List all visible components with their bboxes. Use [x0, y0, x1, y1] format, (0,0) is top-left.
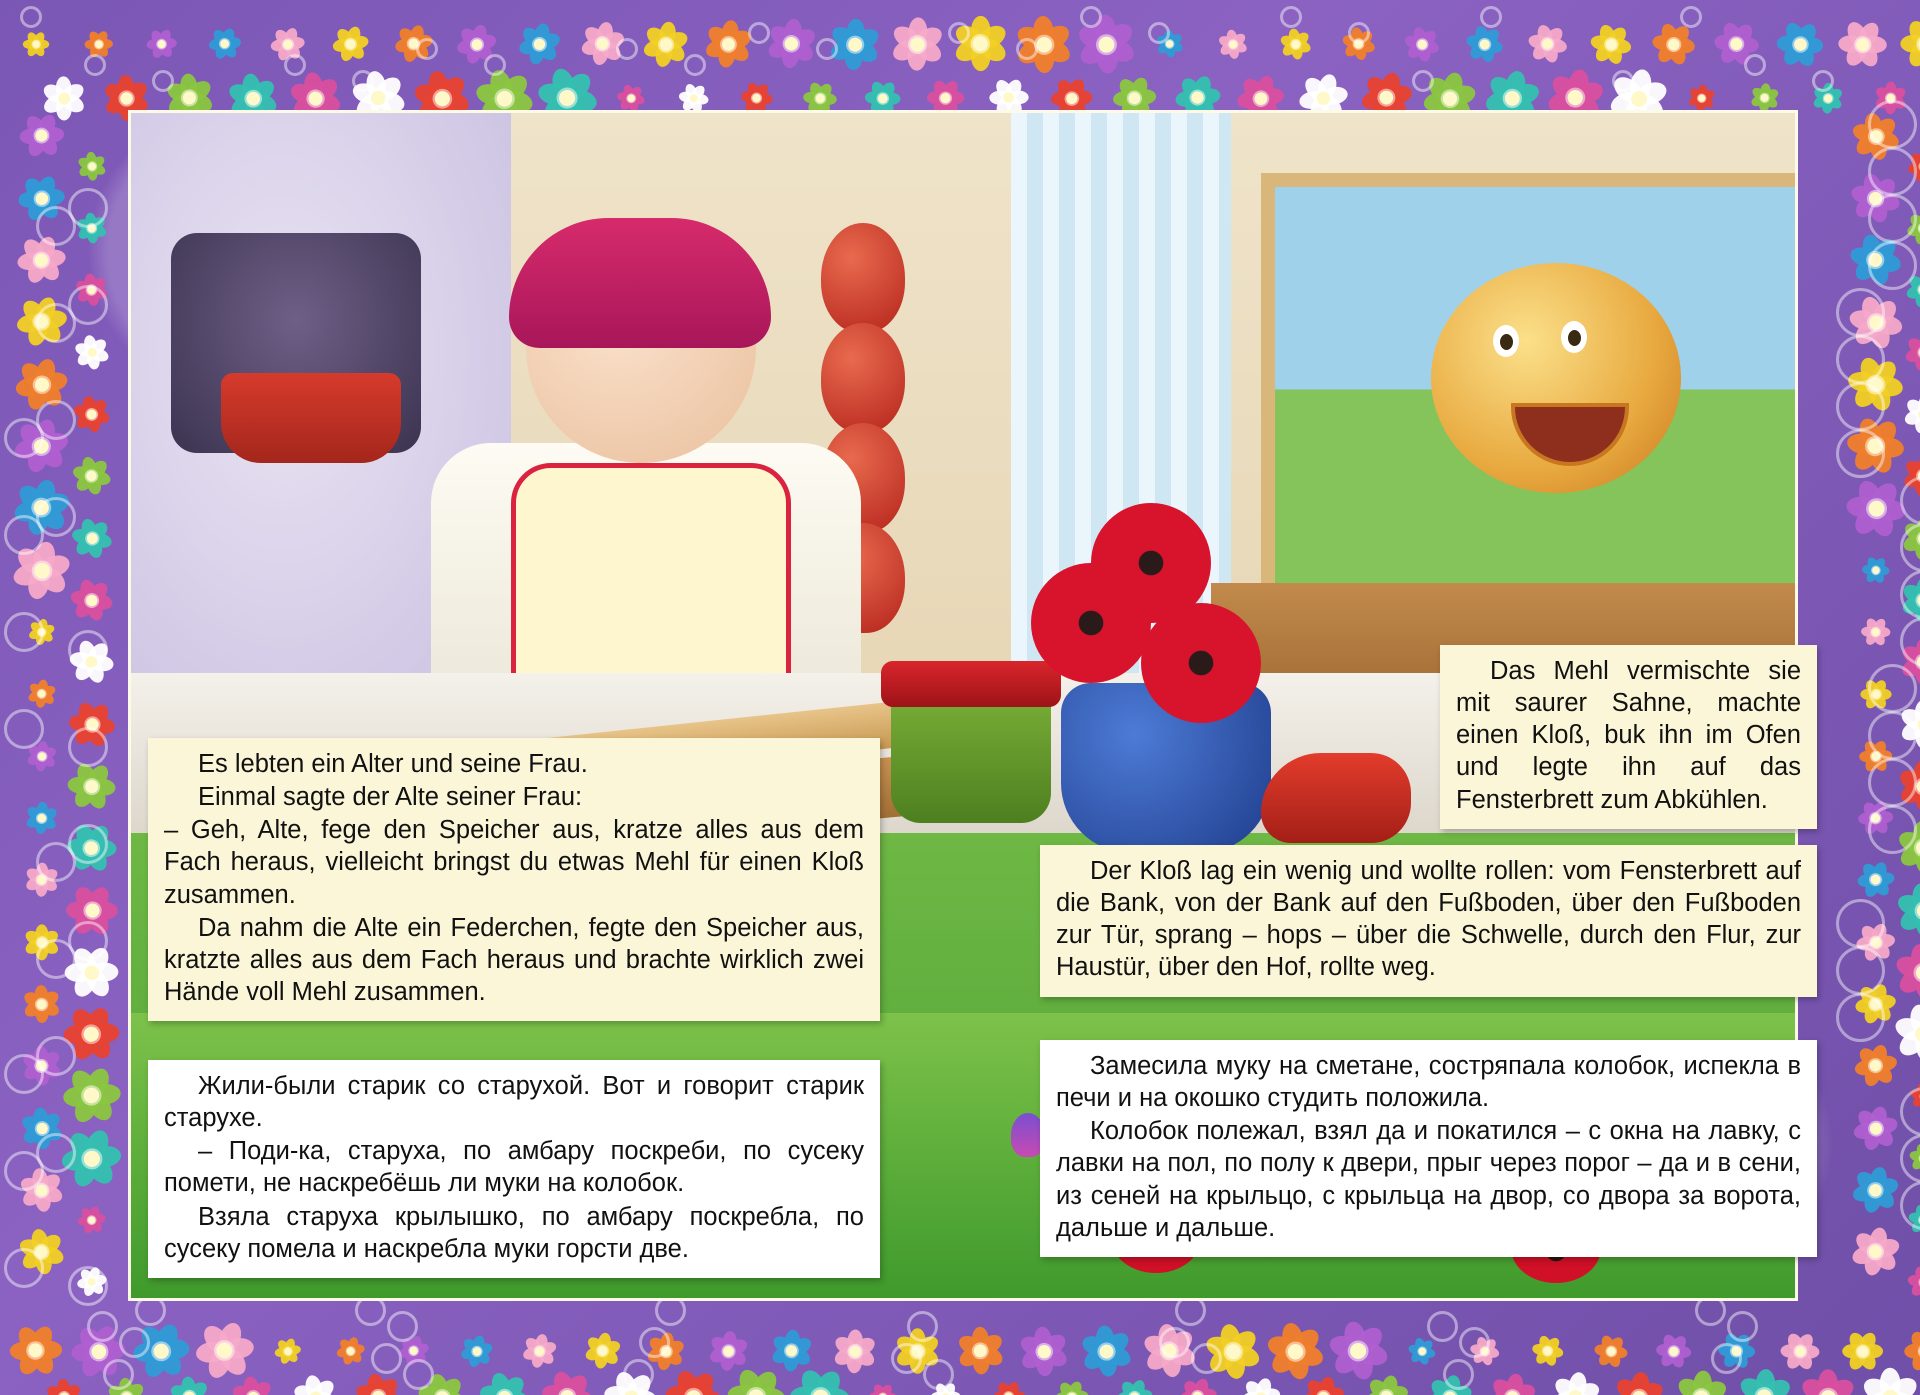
- flower-icon: [25, 615, 58, 648]
- flower-icon: [578, 1326, 628, 1376]
- flower-icon: [17, 855, 67, 905]
- flower-icon: [1851, 793, 1902, 844]
- flower-icon: [1879, 989, 1920, 1078]
- flower-icon: [757, 9, 828, 80]
- flower-icon: [1833, 1321, 1893, 1381]
- flower-icon: [1483, 1367, 1543, 1395]
- swirl-ornament: [1727, 1311, 1758, 1342]
- flower-icon: [1856, 550, 1896, 590]
- flower-icon: [528, 1357, 607, 1395]
- flower-icon: [1859, 677, 1893, 711]
- flower-icon: [10, 290, 73, 353]
- flower-icon: [410, 1365, 474, 1395]
- flower-icon: [1076, 1320, 1137, 1381]
- swirl-ornament: [1836, 899, 1885, 948]
- kolobok-pupil-left: [1500, 334, 1513, 350]
- flower-icon: [67, 265, 117, 315]
- swirl-ornament: [1868, 805, 1917, 854]
- flower-icon: [1259, 1314, 1332, 1387]
- swirl-ornament: [1812, 70, 1834, 92]
- flower-icon: [1833, 403, 1920, 490]
- flower-icon: [37, 1370, 90, 1395]
- swirl-ornament: [4, 1248, 44, 1288]
- flower-icon: [7, 1322, 66, 1381]
- flower-icon: [1644, 14, 1704, 74]
- flower-icon: [714, 1354, 801, 1395]
- flower-icon: [268, 1331, 308, 1371]
- flower-icon: [22, 674, 62, 714]
- swirl-ornament: [639, 1327, 670, 1358]
- flower-icon: [1231, 1367, 1291, 1395]
- flower-icon: [159, 1366, 220, 1395]
- flower-icon: [471, 1363, 539, 1395]
- swirl-ornament: [816, 38, 838, 60]
- flower-icon: [1773, 17, 1827, 71]
- swirl-ornament: [1612, 70, 1634, 92]
- flower-icon: [1149, 23, 1190, 64]
- flower-icon: [58, 1062, 126, 1130]
- swirl-ornament: [284, 54, 306, 76]
- old-woman-headscarf: [509, 218, 771, 348]
- flower-icon: [1649, 1326, 1699, 1376]
- flower-icon: [1902, 206, 1920, 251]
- swirl-ornament: [484, 54, 506, 76]
- swirl-ornament: [68, 188, 108, 228]
- flower-icon: [1885, 871, 1920, 949]
- text-block-german-right-bottom: [1040, 845, 1817, 997]
- flower-icon: [1889, 7, 1920, 82]
- swirl-ornament: [1900, 523, 1920, 572]
- swirl-ornament: [4, 612, 44, 652]
- flower-icon: [888, 14, 948, 74]
- flower-icon: [1195, 1313, 1272, 1390]
- swirl-ornament: [1280, 6, 1302, 28]
- flower-icon: [63, 881, 120, 938]
- flower-icon: [1110, 1372, 1160, 1395]
- kolobok-pupil-right: [1568, 330, 1581, 346]
- swirl-ornament: [4, 709, 44, 749]
- flower-icon: [1895, 447, 1920, 506]
- flower-icon: [63, 571, 121, 629]
- flower-icon: [598, 1364, 665, 1395]
- flower-icon: [1888, 688, 1920, 760]
- flower-icon: [1399, 21, 1446, 68]
- swirl-ornament: [1868, 100, 1917, 149]
- flower-icon: [47, 1113, 137, 1203]
- swirl-ornament: [616, 38, 638, 60]
- flower-icon: [394, 1331, 434, 1371]
- flower-icon: [1296, 1369, 1352, 1395]
- flower-icon: [1827, 8, 1898, 79]
- swirl-ornament: [1868, 241, 1917, 290]
- text-block-russian-left: [148, 1060, 880, 1278]
- flower-icon: [223, 1367, 282, 1395]
- flower-icon: [12, 1098, 72, 1158]
- flower-icon: [654, 1357, 733, 1395]
- swirl-ornament: [1836, 335, 1885, 384]
- flower-icon: [1585, 18, 1636, 69]
- swirl-ornament: [68, 921, 108, 961]
- clay-pot: [221, 373, 401, 463]
- flower-icon: [1849, 1039, 1904, 1094]
- flower-icon: [1334, 19, 1385, 70]
- flower-icon: [1786, 1355, 1870, 1395]
- flower-icon: [1891, 505, 1920, 570]
- flower-icon: [1884, 808, 1920, 888]
- flower-icon: [631, 9, 701, 79]
- onion: [821, 223, 905, 333]
- swirl-ornament: [4, 1054, 44, 1094]
- flower-icon: [51, 993, 132, 1074]
- swirl-ornament: [103, 1359, 134, 1390]
- swirl-ornament: [1459, 1327, 1490, 1358]
- paragraph: Замесила муку на сметане, состряпала колобок, испекла в печи и на окошко студить положила.: [1056, 1052, 1801, 1113]
- flower-icon: [1900, 266, 1920, 314]
- flower-icon: [7, 1217, 77, 1287]
- flower-icon: [940, 3, 1022, 85]
- flower-icon: [1895, 1320, 1920, 1383]
- swirl-ornament: [36, 400, 76, 440]
- paragraph: Das Mehl vermischte sie mit saurer Sahne, machte einen Kloß, buk ihn im Ofen und legte ihn auf das Fensterbrett zum Abkühlen.: [1456, 657, 1801, 814]
- flower-icon: [1008, 1315, 1080, 1387]
- swirl-ornament: [87, 1311, 118, 1342]
- text-block-german-left: [148, 738, 880, 1021]
- swirl-ornament: [68, 285, 108, 325]
- flower-icon: [64, 696, 120, 752]
- flower-icon: [893, 1326, 942, 1375]
- flower-icon: [1900, 390, 1920, 439]
- flower-icon: [1404, 1333, 1440, 1369]
- flower-icon: [862, 1376, 903, 1395]
- flower-icon: [1842, 288, 1910, 356]
- flower-icon: [1276, 24, 1315, 63]
- flower-icon: [1900, 142, 1920, 191]
- red-flower: [1091, 503, 1211, 623]
- swirl-ornament: [1744, 54, 1766, 76]
- flower-icon: [1859, 1365, 1920, 1395]
- flower-icon: [7, 163, 77, 233]
- flower-icon: [68, 390, 115, 437]
- flower-icon: [140, 22, 184, 66]
- swirl-ornament: [152, 70, 174, 92]
- swirl-ornament: [1900, 617, 1920, 666]
- swirl-ornament: [1836, 382, 1885, 431]
- flower-icon: [71, 145, 112, 186]
- swirl-ornament: [1191, 1343, 1222, 1374]
- flower-icon: [1889, 937, 1920, 1007]
- flower-icon: [1844, 166, 1909, 231]
- swirl-ornament: [1159, 1327, 1190, 1358]
- flower-icon: [73, 1263, 111, 1301]
- flower-icon: [1851, 731, 1900, 780]
- swirl-ornament: [1348, 22, 1370, 44]
- swirl-ornament: [1900, 570, 1920, 619]
- flower-icon: [1873, 80, 1909, 116]
- flower-icon: [822, 1318, 887, 1383]
- flower-icon: [1358, 1368, 1415, 1395]
- flower-icon: [816, 5, 893, 82]
- flower-icon: [1465, 1331, 1505, 1371]
- flower-icon: [57, 751, 126, 820]
- swirl-ornament: [748, 22, 770, 44]
- flower-icon: [1844, 104, 1909, 169]
- flower-icon: [1709, 1323, 1765, 1379]
- swirl-ornament: [68, 824, 108, 864]
- swirl-ornament: [387, 1311, 418, 1342]
- flower-icon: [1671, 1366, 1733, 1395]
- swirl-ornament: [36, 1133, 76, 1173]
- paragraph: Der Kloß lag ein wenig und wollte rollen: vom Fensterbrett auf die Bank, von der Bank auf den Fußboden, über den Fußboden zur Tür, sprang – hops – über die Schwelle, durch den Flur, zur Haustür, über den Hof, rollte weg.: [1056, 857, 1801, 982]
- flower-icon: [1703, 10, 1771, 78]
- swirl-ornament: [20, 6, 42, 28]
- flower-icon: [637, 1322, 695, 1380]
- swirl-ornament: [68, 727, 108, 767]
- swirl-ornament: [948, 22, 970, 44]
- flower-icon: [1073, 10, 1141, 78]
- flower-icon: [1905, 1139, 1920, 1177]
- swirl-ornament: [923, 1359, 954, 1390]
- flower-icon: [924, 1375, 968, 1395]
- swirl-ornament: [36, 497, 76, 537]
- paragraph: – Поди-ка, старуха, по амбару поскреби, по сусеку помети, не наскребёшь ли муки на колобок.: [164, 1137, 864, 1198]
- flower-icon: [1778, 1329, 1822, 1373]
- flower-icon: [16, 110, 68, 162]
- flower-icon: [573, 14, 633, 74]
- kolobok-eye-right: [1561, 321, 1587, 353]
- swirl-ornament: [907, 1311, 938, 1342]
- swirl-ornament: [1427, 1311, 1458, 1342]
- swirl-ornament: [1900, 476, 1920, 525]
- flower-icon: [1906, 1078, 1920, 1114]
- flower-icon: [1903, 1261, 1920, 1302]
- swirl-ornament: [1480, 6, 1502, 28]
- paragraph: Einmal sagte der Alte seiner Frau:: [198, 783, 583, 812]
- flower-icon: [1725, 1357, 1805, 1395]
- flower-icon: [344, 1362, 415, 1395]
- flower-icon: [390, 20, 439, 69]
- swirl-ornament: [891, 1343, 922, 1374]
- flower-icon: [1854, 858, 1898, 902]
- swirl-ornament: [623, 1359, 654, 1390]
- swirl-ornament: [416, 38, 438, 60]
- swirl-ornament: [36, 303, 76, 343]
- paragraph: Взяла старуха крылышко, по амбару поскребла, по сусеку помела и наскребла муки горсти две.: [164, 1202, 864, 1263]
- flower-icon: [1518, 14, 1577, 73]
- flower-icon: [122, 1311, 202, 1391]
- swirl-ornament: [1900, 1181, 1920, 1230]
- flower-icon: [946, 1316, 1017, 1387]
- swirl-ornament: [36, 842, 76, 882]
- swirl-ornament: [4, 515, 44, 555]
- flower-icon: [12, 1036, 72, 1096]
- flower-icon: [15, 915, 68, 968]
- onion: [821, 323, 905, 433]
- swirl-ornament: [1868, 194, 1917, 243]
- swirl-ornament: [352, 70, 374, 92]
- swirl-ornament: [1080, 6, 1102, 28]
- flower-icon: [288, 1369, 344, 1395]
- flower-icon: [1900, 1196, 1920, 1243]
- flower-icon: [1600, 1358, 1677, 1395]
- swirl-ornament: [1868, 758, 1917, 807]
- text-block-russian-right: [1040, 1040, 1817, 1257]
- flower-icon: [1542, 1363, 1611, 1395]
- flower-icon: [1524, 1327, 1572, 1375]
- swirl-ornament: [68, 1266, 108, 1306]
- flower-icon: [700, 15, 758, 73]
- flower-icon: [1212, 23, 1253, 64]
- flower-icon: [786, 1363, 854, 1395]
- flower-icon: [1837, 221, 1916, 300]
- kolobok-eye-left: [1493, 325, 1519, 357]
- flower-icon: [513, 17, 568, 72]
- flower-icon: [332, 1332, 371, 1371]
- flower-icon: [1047, 1372, 1098, 1395]
- swirl-ornament: [1868, 664, 1917, 713]
- swirl-ornament: [1443, 1359, 1474, 1390]
- flower-icon: [4, 470, 79, 545]
- flower-icon: [58, 628, 125, 695]
- flower-icon: [705, 1327, 752, 1374]
- flower-icon: [1175, 1374, 1221, 1395]
- flower-icon: [189, 1315, 260, 1386]
- text-block-german-right-top: [1440, 645, 1817, 829]
- flower-icon: [1805, 75, 1851, 121]
- flower-icon: [58, 1310, 140, 1392]
- swirl-ornament: [36, 1036, 76, 1076]
- flower-icon: [52, 932, 132, 1012]
- flower-icon: [1889, 627, 1920, 696]
- swirl-ornament: [36, 206, 76, 246]
- paragraph: – Geh, Alte, fege den Speicher aus, kratze alles aus dem Fach heraus, vielleicht bringst du etwas Mehl für einen Kloß zusammen.: [164, 816, 864, 909]
- paragraph: Da nahm die Alte ein Federchen, fegte den Speicher aus, kratzte alles aus dem Fach heraus und brachte wirklich zwei Hände voll Mehl zusammen.: [164, 913, 864, 1006]
- paragraph: Es lebten ein Alter und seine Frau.: [198, 750, 588, 778]
- flower-icon: [1841, 473, 1911, 543]
- swirl-ornament: [68, 630, 108, 670]
- swirl-ornament: [371, 1343, 402, 1374]
- flower-icon: [23, 799, 60, 836]
- swirl-ornament: [684, 54, 706, 76]
- flower-icon: [1002, 2, 1086, 86]
- flower-icon: [1591, 1331, 1632, 1372]
- flower-icon: [1895, 757, 1920, 815]
- flower-icon: [1314, 1306, 1404, 1395]
- flower-icon: [1842, 1094, 1910, 1162]
- swirl-ornament: [1900, 1087, 1920, 1136]
- flower-icon: [31, 65, 96, 130]
- mouse-character: [1261, 753, 1411, 843]
- flower-icon: [1843, 1219, 1909, 1285]
- flower-icon: [73, 209, 110, 246]
- flower-icon: [1415, 1362, 1484, 1395]
- swirl-ornament: [1836, 946, 1885, 995]
- flower-icon: [1460, 19, 1510, 69]
- swirl-ornament: [1412, 70, 1434, 92]
- paragraph: Колобок полежал, взял да и покатился – с окна на лавку, с лавки на пол, по полу к двери, прыг через порог – да и в сени, из сеней на крыльцо, с крыльца на двор, со двора за ворота, дальше и дальше.: [1056, 1117, 1801, 1242]
- flower-icon: [1129, 1310, 1210, 1391]
- swirl-ornament: [1868, 147, 1917, 196]
- flower-icon: [1838, 346, 1915, 423]
- swirl-ornament: [4, 418, 44, 458]
- flower-icon: [66, 512, 118, 564]
- flower-icon: [1848, 976, 1905, 1033]
- flower-icon: [326, 19, 376, 69]
- flower-icon: [63, 447, 122, 506]
- flower-icon: [6, 410, 79, 483]
- flower-icon: [1895, 323, 1920, 380]
- flower-icon: [68, 328, 116, 376]
- flower-icon: [1845, 1159, 1906, 1220]
- flower-icon: [518, 1329, 562, 1373]
- flower-icon: [21, 983, 63, 1025]
- swirl-ornament: [1836, 993, 1885, 1042]
- flower-icon: [452, 1326, 501, 1375]
- swirl-ornament: [119, 1327, 150, 1358]
- swirl-ornament: [4, 1151, 44, 1191]
- flower-icon: [73, 1201, 112, 1240]
- flower-icon: [262, 18, 314, 70]
- green-jar-lid: [881, 661, 1061, 707]
- swirl-ornament: [1016, 38, 1038, 60]
- swirl-ornament: [84, 54, 106, 76]
- flower-icon: [22, 30, 51, 59]
- swirl-ornament: [1900, 1134, 1920, 1183]
- swirl-ornament: [1836, 429, 1885, 478]
- paragraph: Жили-были старик со старухой. Вот и говорит старик старухе.: [164, 1072, 864, 1133]
- swirl-ornament: [1711, 1343, 1742, 1374]
- flower-icon: [0, 526, 86, 615]
- flower-icon: [991, 1379, 1027, 1395]
- swirl-ornament: [403, 1359, 434, 1390]
- flower-icon: [15, 1163, 68, 1216]
- swirl-ornament: [1836, 288, 1885, 337]
- flower-icon: [1898, 574, 1920, 625]
- flower-icon: [1846, 912, 1905, 971]
- flower-icon: [19, 733, 65, 779]
- flower-icon: [78, 23, 120, 65]
- flower-icon: [55, 811, 130, 886]
- swirl-ornament: [1868, 711, 1917, 760]
- swirl-ornament: [1680, 6, 1702, 28]
- flower-icon: [1854, 610, 1898, 654]
- flower-icon: [104, 1374, 149, 1395]
- flower-icon: [446, 13, 507, 74]
- swirl-ornament: [36, 939, 76, 979]
- flower-icon: [8, 226, 76, 294]
- flower-icon: [762, 1321, 822, 1381]
- flower-icon: [206, 25, 244, 63]
- swirl-ornament: [1148, 22, 1170, 44]
- flower-icon: [2, 344, 82, 424]
